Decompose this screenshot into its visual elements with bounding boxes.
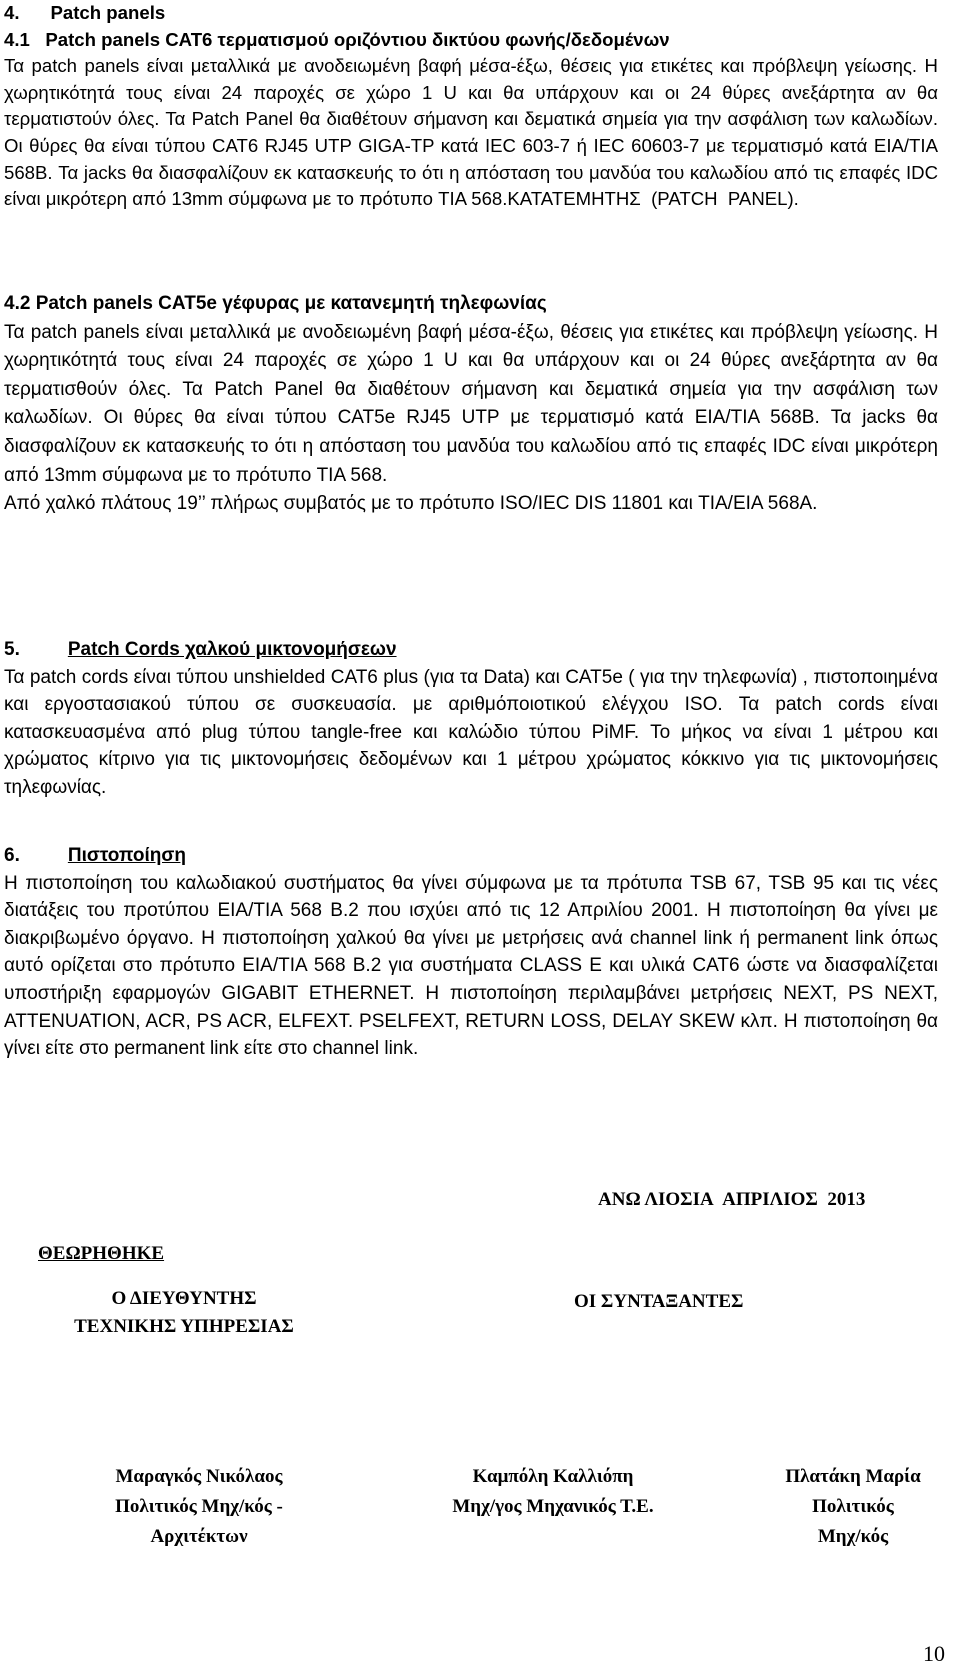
- section-4-2-paragraph-2: Από χαλκό πλάτους 19’’ πλήρως συμβατός με το πρότυπο ISO/IEC DIS 11801 και TIA/EIA 568A.: [4, 493, 818, 515]
- signatory-role: Μηχ/κός: [817, 1526, 889, 1547]
- signatory-name: Καμπόλη Καλλιόπη: [472, 1466, 634, 1487]
- section-5-heading: [4, 636, 938, 664]
- section-5-title: Patch Cords χαλκού μικτονομήσεων: [67, 639, 397, 660]
- signatory-3: [758, 1462, 948, 1552]
- section-4: [4, 0, 938, 213]
- director-line-1: Ο ΔΙΕΥΘΥΝΤΗΣ: [111, 1288, 257, 1309]
- section-5: [4, 636, 938, 802]
- director-title: [38, 1288, 330, 1338]
- section-4-1-heading: 4.1 Patch panels CAT6 τερματισμού οριζόντιου δικτύου φωνής/δεδομένων: [4, 28, 670, 50]
- section-6-heading: [4, 842, 938, 870]
- section-4-1-paragraph: Τα patch panels είναι μεταλλικά με ανοδειωμένη βαφή μέσα-έξω, θέσεις για ετικέτες και πρόβλεψη γείωσης. Η χωρητικότητά τους είναι 24 παροχές σε χώρο 1 U και θα υπάρχουν και οι 24 θύρες ανεξάρτητα αν θα τερματιστούν όλες. Τα Patch Panel θα διαθέτουν σήμανση και δεματικά σημεία για την ασφάλιση των καλωδίων. Οι θύρες θα είναι τύπου CAT6 RJ45 UTP GIGA-TP κατά IEC 603-7 ή IEC 60603-7 με τερματισμό κατά EIA/TIA 568B. Τα jacks θα διασφαλίζουν εκ κατασκευής το ότι η απόσταση του μανδύα του καλωδίου από τις επαφές IDC είναι μικρότερη από 13mm σύμφωνα με το πρότυπο TIA 568.ΚΑΤΑΤΕΜΗΤΗΣ (PATCH PANEL).: [4, 55, 938, 210]
- signatory-role: Πολιτικός: [812, 1496, 894, 1517]
- signatory-2: [418, 1462, 688, 1522]
- place-date: ΑΝΩ ΛΙΟΣΙΑ ΑΠΡΙΛΙΟΣ 2013: [598, 1189, 866, 1210]
- section-6-paragraph: Η πιστοποίηση του καλωδιακού συστήματος θα γίνει σύμφωνα με τα πρότυπα TSB 67, TSB 95 και τις νέες διατάξεις του προτύπου EIA/TIA 568 B.2 που ισχύει από τις 12 Απριλίου 2001. Η πιστοποίηση θα γίνει με διακριβωμένο όργανο. Η πιστοποίηση χαλκού θα γίνει με μετρήσεις ανά channel link ή permanent link όπως αυτό ορίζεται στο πρότυπο EIA/TIA 568 B.2 για συστήματα CLASS E και υλικά CAT6 ώστε να διασφαλίζεται υποστήριξη εφαρμογών GIGABIT ETHERNET. Η πιστοποίηση περιλαμβάνει μετρήσεις NEXT, PS NEXT, ATTENUATION, ACR, PS ACR, ELFEXT. PSELFEXT, RETURN LOSS, DELAY SKEW κλπ. Η πιστοποίηση θα γίνει είτε στο permanent link είτε στο channel link.: [4, 872, 938, 1060]
- section-4-2-heading: 4.2 Patch panels CAT5e γέφυρας με κατανεμητή τηλεφωνίας: [4, 293, 547, 314]
- signatory-role: Πολιτικός Μηχ/κός -: [115, 1496, 283, 1517]
- section-4-heading: 4. Patch panels: [4, 2, 166, 23]
- authors-label: ΟΙ ΣΥΝΤΑΞΑΝΤΕΣ: [574, 1291, 744, 1312]
- page-number: 10: [923, 1641, 945, 1666]
- section-5-number: 5.: [4, 639, 20, 660]
- signatory-role: Αρχιτέκτων: [150, 1526, 248, 1547]
- signatory-1: [84, 1462, 314, 1552]
- section-6-title: Πιστοποίηση: [67, 845, 186, 866]
- section-6: [4, 842, 938, 1063]
- signatory-name: Μαραγκός Νικόλαος: [115, 1466, 283, 1487]
- director-line-2: ΤΕΧΝΙΚΗΣ ΥΠΗΡΕΣΙΑΣ: [74, 1316, 294, 1337]
- section-6-number: 6.: [4, 845, 20, 866]
- signatory-role: Μηχ/γος Μηχανικός Τ.Ε.: [452, 1496, 654, 1517]
- section-4-2: [4, 290, 938, 519]
- signatory-name: Πλατάκη Μαρία: [785, 1466, 921, 1487]
- section-4-2-paragraph: Τα patch panels είναι μεταλλικά με ανοδειωμένη βαφή μέσα-έξω, θέσεις για ετικέτες και πρόβλεψη γείωσης. Η χωρητικότητά τους είναι 24 παροχές σε χώρο 1 U και θα υπάρχουν και οι 24 θύρες ανεξάρτητα αν θα τερματισθούν όλες. Τα Patch Panel θα διαθέτουν σήμανση και δεματικά σημεία για την ασφάλιση των καλωδίων. Οι θύρες θα είναι τύπου CAT5e RJ45 UTP με τερματισμό κατά EIA/TIA 568B. Τα jacks θα διασφαλίζουν εκ κατασκευής το ότι η απόσταση του μανδύα του καλωδίου από τις επαφές IDC είναι μικρότερη από 13mm σύμφωνα με το πρότυπο TIA 568.: [4, 321, 938, 486]
- reviewed-label: ΘΕΩΡΗΘΗΚΕ: [38, 1243, 165, 1264]
- section-5-paragraph: Τα patch cords είναι τύπου unshielded CAT6 plus (για τα Data) και CAT5e ( για την τηλεφωνία) , πιστοποιημένα και εργοστασιακού τύπου σε συσκευασία. με αριθμόποιοτικού ελέγχου ISO. Τα patch cords είναι κατασκευασμένα από plug τύπου tangle-free και καλώδιο τύπου PiMF. Το μήκος να είναι 1 μέτρου και χρώματος κίτρινο για τις μικτονομήσεις δεδομένων και 1 μέτρου χρώματος κόκκινο για τις μικτονομήσεις τηλεφωνίας.: [4, 666, 938, 798]
